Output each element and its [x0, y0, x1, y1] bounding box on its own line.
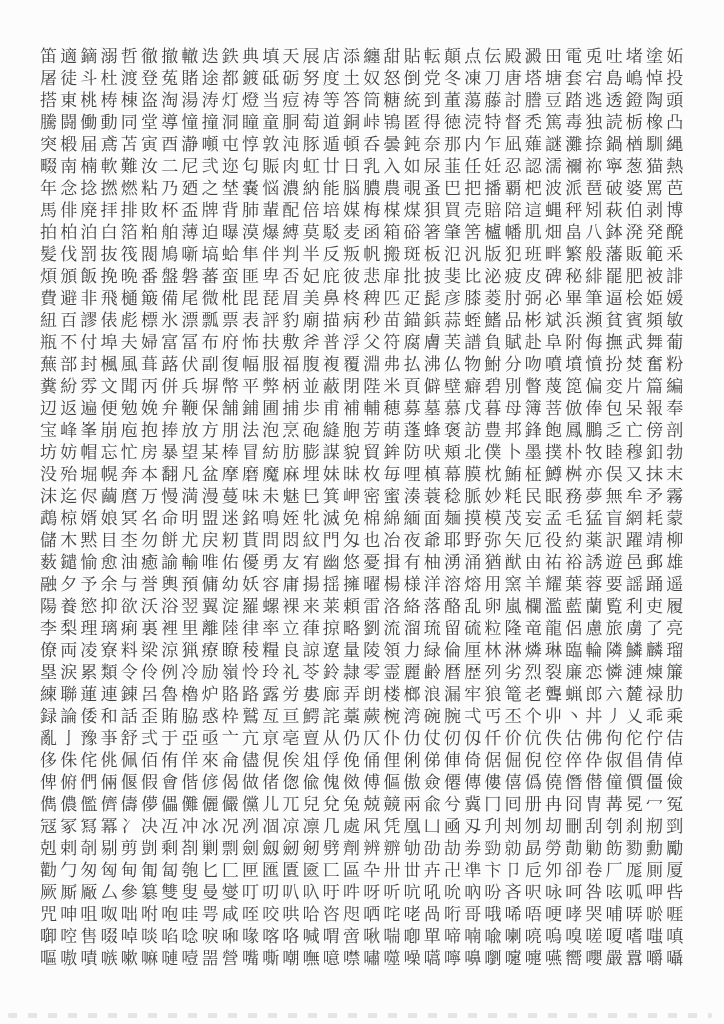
kanji-row: 髪伐罰抜筏閥鳩噺塙蛤隼伴判半反叛帆搬斑板氾汎版犯班畔繁般藩販範釆: [40, 245, 687, 265]
kanji-row: 侈侏侘佻佩佰侑佯來侖儘俔俟俎俘俛俑俚俐俤俥倚倨倔倪倥倅伜俶倡倩倬: [40, 751, 687, 771]
kanji-row: 年念捻撚燃粘乃廼之埜嚢悩濃納能脳膿農覗蚤巴把播覇杷波派琶破婆罵芭: [40, 179, 687, 199]
kanji-row: 李梨理璃痢裏裡里離陸律率立葎掠略劉流溜琉留硫粒隆竜龍侶慮旅虜了亮: [40, 619, 687, 639]
kanji-row: 融夕予余与誉輿預傭幼妖容庸揚揺擁曜楊様洋溶熔用窯羊耀葉蓉要謡踊遥: [40, 575, 687, 595]
page-bottom-edge-artifact: [8, 1013, 712, 1018]
kanji-row: 煩頒飯挽晩番盤磐蕃蛮匪卑否妃庇彼悲扉批披斐比泌疲皮碑秘緋罷肥被誹: [40, 267, 687, 287]
kanji-row: 鵡椋婿娘冥名命明盟迷銘鳴姪牝滅免棉綿緬面麺摸模茂妄孟毛猛盲網耗蒙: [40, 509, 687, 529]
kanji-row: 練聯蓮連錬呂魯櫓炉賂路露労婁廊弄朗楼榔浪漏牢狼篭老聾蝋郎六麓禄肋: [40, 685, 687, 705]
kanji-row: 畷南楠軟難汝二尼弐迩匂賑肉虹廿日乳入如尿韮任妊忍認濡禰祢寧葱猫熱: [40, 157, 687, 177]
kanji-row: 咒呻咀呶咄咐咆哇咢咸咥咬哄哈咨咫哂咤咾咼哘哥哦唏唔哽哮哭哺哢唹啀: [40, 905, 687, 925]
kanji-row: 馬俳廃拝排敗杯盃牌背肺輩配倍培媒梅楳煤狽買売賠陪這蝿秤矧萩伯剥博: [40, 201, 687, 221]
kanji-row: 費避非飛樋簸備尾微枇毘琵眉美鼻柊稗匹疋髭彦膝菱肘弼必畢筆逼桧姫媛: [40, 289, 687, 309]
kanji-row: 剋剌剞剔剪剴剩剳剿剽劍劔劒剱劈劑辨辧劬劭劼劵勁勍勗勞勣勦飭勠勳勵: [40, 839, 687, 859]
kanji-row: 沫迄侭繭麿万慢満漫蔓味未魅巳箕岬密蜜湊蓑稔脈妙粍民眠務夢無牟矛霧: [40, 487, 687, 507]
kanji-row: 糞紛雰文聞丙併兵塀幣平弊柄並蔽閉陛米頁僻壁癖碧別瞥蔑箆偏変片篇編: [40, 377, 687, 397]
kanji-row: 陽養慾抑欲沃浴翌翼淀羅螺裸来莱頼雷洛絡落酪乱卵嵐欄濫藍蘭覧利吏履: [40, 597, 687, 617]
kanji-row: 僚両凌寮料梁涼猟療瞭稜糧良諒遼量陵領力緑倫厘林淋燐琳臨輪隣鱗麟瑠: [40, 641, 687, 661]
kanji-row: 拍柏泊白箔粕舶薄迫曝漠爆縛莫駁麦函箱硲箸肇筈櫨幡肌畑畠八鉢溌発醗: [40, 223, 687, 243]
kanji-row: 突椴届鳶苫寅酉瀞噸屯惇敦沌豚遁頓呑曇鈍奈那内乍凪薙謎灘捺鍋楢馴縄: [40, 135, 687, 155]
kanji-row: 騰闘働動同堂導憧撞洞瞳童胴萄道銅峠鴇匿得徳涜特督禿篤毒独読栃橡凸: [40, 113, 687, 133]
kanji-row: 没殆堀幌奔本翻凡盆摩磨魔麻埋妹昧枚毎哩槙幕膜枕鮪柾鱒桝亦俣又抹末: [40, 465, 687, 485]
kanji-row: 薮鑓愉愈油癒諭輸唯佑優勇友宥幽悠憂揖有柚湧涌猶猷由祐裕誘遊邑郵雄: [40, 553, 687, 573]
kanji-row: 笛適鏑溺哲徹撤轍迭鉄典填天展店添纏甜貼転顛点伝殿澱田電兎吐堵塗妬: [40, 47, 687, 67]
kanji-row: 厥厮厰厶參簒雙叟曼燮叮叨叭叺吁吽呀听吭吼吮吶吩吝呎咏呵咎呟呱呷呰: [40, 883, 687, 903]
kanji-row: 宝峰峯崩庖抱捧放方朋法泡烹砲縫胞芳萌蓬蜂褒訪豊邦鋒飽鳳鵬乏亡傍剖: [40, 421, 687, 441]
kanji-row: 蕪部封楓風葺蕗伏副復幅服福腹複覆淵弗払沸仏物鮒分吻噴墳憤扮焚奮粉: [40, 355, 687, 375]
kanji-row: 屠徒斗杜渡登菟賭途都鍍砥砺努度土奴怒倒党冬凍刀唐塔塘套宕島嶋悼投: [40, 69, 687, 89]
kanji-row: 儲木黙目杢勿餅尤戻籾貰問悶紋門匁也冶夜爺耶野弥矢厄役約薬訳躍靖柳: [40, 531, 687, 551]
kanji-row: 瓶不付埠夫婦富冨布府怖扶敷斧普浮父符腐膚芙譜負賦赴阜附侮撫武舞葡: [40, 333, 687, 353]
kanji-row: 坊妨帽忘忙房暴望某棒冒紡肪膨謀貌貿鉾防吠頬北僕卜墨撲朴牧睦穆釦勃: [40, 443, 687, 463]
kanji-grid: [40, 46, 688, 970]
kanji-row: 啣啌售啜啅啖啗唸唳啝喙喀咯喊喟啻啾喘喞單啼喃喩喇喨嗚嗅嗟嗄嗜嗤嗔: [40, 927, 687, 947]
kanji-row: 塁涙累類令伶例冷励嶺怜玲礼苓鈴隷零霊麗齢暦歴列劣烈裂廉恋憐漣煉簾: [40, 663, 687, 683]
kanji-row: 儁儂儖儕儔儚儡儺儷儼儻儿兀兒兌兔兢竸兩兪兮冀冂囘册冉冏冑冓冕冖冤: [40, 795, 687, 815]
kanji-row: 冦冢冩冪冫决冱冲冰况冽凅凉凛几處凩凭凰凵凾刄刋刔刎刧刪刮刳刹剏剄: [40, 817, 687, 837]
kanji-row: 俾俯們倆偃假會偕偐偈做偖偬偸傀傚傅傴傲僉僊傳僂僖僞僥僭僣僮價僵儉: [40, 773, 687, 793]
kanji-row: 搭東桃梼棟盗淘湯涛灯燈当痘祷等答筒糖統到董蕩藤討謄豆踏逃透鐙陶頭: [40, 91, 687, 111]
kanji-row: 亂亅豫亊舒弍于亞亟亠亢亰亳亶从仍仄仆仂仗仞仭仟价伉佚估佛佝佗佇佶: [40, 729, 687, 749]
kanji-row: 紐百謬俵彪標氷漂瓢票表評豹廟描病秒苗錨鋲蒜蛭鰭品彬斌浜瀕貧賓頻敏: [40, 311, 687, 331]
kanji-row: 嘔嗷嘖嗾嗽嘛嗹噎噐營嘴嘶嘲嘸噫噤嘯噬噪嚆嚀嚊嚠嚔嚏嚥嚮嚶嚴囂嚼囁: [40, 949, 687, 969]
kanji-row: 辺返遍便勉娩弁鞭保舗鋪圃捕歩甫補輔穂募墓慕戊暮母簿菩倣俸包呆報奉: [40, 399, 687, 419]
kanji-row: 勸勹匆匈甸匍匐匏匕匚匣匯匱匳匸區卆卅丗卉卍凖卞卩卮夘卻卷厂厖厠厦: [40, 861, 687, 881]
kanji-row: 録論倭和話歪賄脇惑枠鷲亙亘鰐詫藁蕨椀湾碗腕弌丐丕个丱丶丼丿乂乖乘: [40, 707, 687, 727]
